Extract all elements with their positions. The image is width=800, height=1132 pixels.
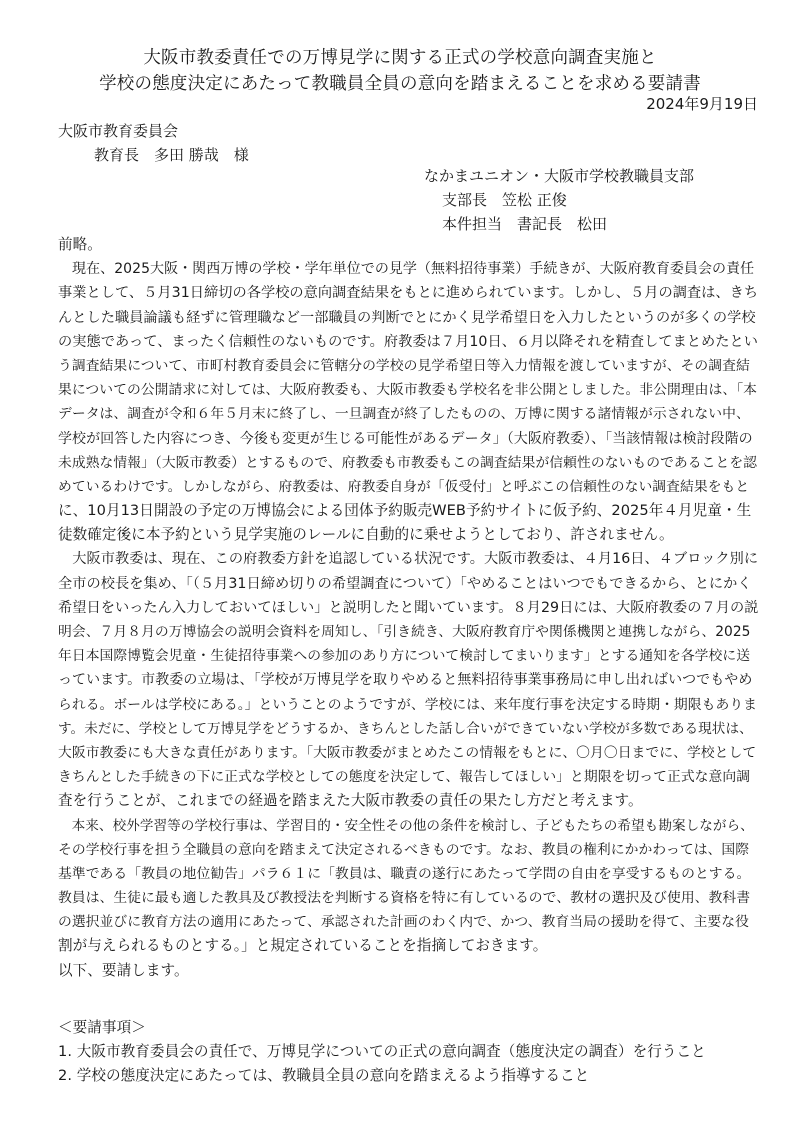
- body-line: 教員は、生徒に最も適した教具及び教授法を判断する資格を特に有しているので、教材の選択及び使用、教科書: [58, 890, 751, 907]
- body-line: きちんとした手続きの下に正式な学校としての態度を決定して、報告してほしい」と期限を切って正式な意向調: [58, 769, 751, 786]
- body-line: 明会、７月８月の万博協会の説明会資料を周知し、「引き続き、大阪府教育庁や関係機関と連携しながら、2025: [58, 624, 751, 640]
- body-line: 本来、校外学習等の学校行事は、学習目的・安全性その他の条件を検討し、子どもたちの希望も勘案しながら、: [58, 817, 754, 834]
- recipient-organization: 大阪市教育委員会: [58, 122, 179, 140]
- body-line: っています。市教委の立場は、「学校が万博見学を取りやめると無料招待事業事務局に申し出ればいつでもやめ: [58, 672, 753, 689]
- body-line: その学校行事を担う全職員の意向を踏まえて決定されるべきものです。なお、教員の権利にかかわっては、国際: [58, 841, 750, 858]
- body-line: の実態であって、まったく信頼性のないものです。府教委は７月10日、６月以降それを精査してまとめたとい: [58, 333, 758, 350]
- body-line: 割が与えられるものとする。」と規定されていることを指摘しておきます。: [58, 937, 548, 955]
- body-line: 徒数確定後に本予約という見学実施のレールに自動的に乗せようとしており、許されません。: [58, 526, 674, 544]
- body-line: 大阪市教委は、現在、この府教委方針を追認している状況です。大阪市教委は、４月16日、４ブロック別に: [58, 551, 759, 568]
- request-item-1: 1. 大阪市教育委員会の責任で、万博見学についての正式の意向調査（態度決定の調査）を行うこと: [58, 1043, 706, 1060]
- body-line: 年日本国際博覧会児童・生徒招待事業への参加のあり方について検討してまいります」とする通知を各学校に送: [58, 648, 751, 665]
- sender-contact: 本件担当 書記長 松田: [442, 215, 608, 233]
- body-line: 希望日をいったん入力しておいてほしい」と説明したと聞いています。８月29日には、大阪府教委の７月の説: [58, 599, 759, 616]
- document-title-line-2: 学校の態度決定にあたって教職員全員の意向を踏まえることを求める要請書: [99, 74, 701, 94]
- document-title-line-1: 大阪市教委責任での万博見学に関する正式の学校意向調査実施と: [143, 48, 657, 68]
- body-line: 果についての公開請求に対しては、大阪府教委も、大阪市教委も学校名を非公開としました。非公開理由は、「本: [58, 382, 758, 399]
- request-item-2: 2. 学校の態度決定にあたっては、教職員全員の意向を踏まえるよう指導すること: [58, 1067, 590, 1084]
- sender-head: 支部長 笠松 正俊: [442, 191, 567, 209]
- body-line: めているわけです。しかしながら、府教委は、府教委自身が「仮受付」と呼ぶこの信頼性のない調査結果をもと: [58, 478, 750, 495]
- body-line: 大阪市教委にも大きな責任があります。「大阪市教委がまとめたこの情報をもとに、〇月〇日までに、学校として: [58, 744, 757, 761]
- body-line: の選択並びに教育方法の適用にあたって、承認された計画のわく内で、かつ、教育当局の援助を得て、主要な役: [58, 914, 749, 931]
- body-line: 全市の校長を集め、「（５月31日締め切りの希望調査について）「やめることはいつでもできるから、とにかく: [58, 575, 752, 592]
- body-line: う調査結果について、市町村教育委員会に管轄分の学校の見学希望日等入力情報を渡していますが、その調査結: [58, 357, 750, 374]
- request-items: [58, 1016, 758, 1088]
- body-line: 査を行うことが、これまでの経過を踏まえた大阪市教委の責任の果たし方だと考えます。: [58, 792, 643, 810]
- body-line: す。未だに、学校として万博見学をどうするか、きちんとした話し合いができていない学校が多数である現状は、: [58, 720, 753, 737]
- recipient-person: 教育長 多田 勝哉 様: [94, 146, 249, 164]
- body-line: 未成熟な情報」（大阪市教委）とするもので、府教委も市教委もこの調査結果が信頼性のないものであることを認: [58, 454, 758, 471]
- body-line: データは、調査が令和６年５月末に終了し、一旦調査が終了したものの、万博に関する諸情報が示されない中、: [58, 406, 750, 423]
- document-date: 2024年9月19日: [646, 95, 758, 113]
- letter-body: [58, 233, 758, 983]
- request-items-heading: ＜要請事項＞: [58, 1019, 146, 1036]
- body-line: られる。ボールは学校にある。」ということのようですが、学校には、来年度行事を決定する時期・期限もありま: [58, 696, 758, 713]
- body-line: 現在、2025大阪・関西万博の学校・学年単位での見学（無料招待事業）手続きが、大阪府教育委員会の責任: [58, 261, 755, 278]
- body-line: に、10月13日開設の予定の万博協会による団体予約販売WEB予約サイトに仮予約、2025年４月児童・生: [58, 502, 752, 520]
- body-line: んとした職員論議も経ずに管理職など一部職員の判断でとにかく見学希望日を入力したというのが多くの学校: [58, 309, 756, 326]
- body-line: 前略。: [58, 236, 102, 253]
- body-line: 基準である「教員の地位勧告」パラ６１に「教員は、職責の遂行にあたって学問の自由を享受するものとする。: [58, 865, 751, 882]
- body-line: 以下、要請します。: [58, 961, 189, 979]
- sender-organization: なかまユニオン・大阪市学校教職員支部: [424, 167, 695, 185]
- body-line: 学校が回答した内容につき、今後も変更が生じる可能性があるデータ」（大阪府教委）、「当該情報は検討段階の: [58, 430, 753, 447]
- body-line: 事業として、５月31日締切の各学校の意向調査結果をもとに進められています。しかし、５月の調査は、きち: [58, 285, 759, 302]
